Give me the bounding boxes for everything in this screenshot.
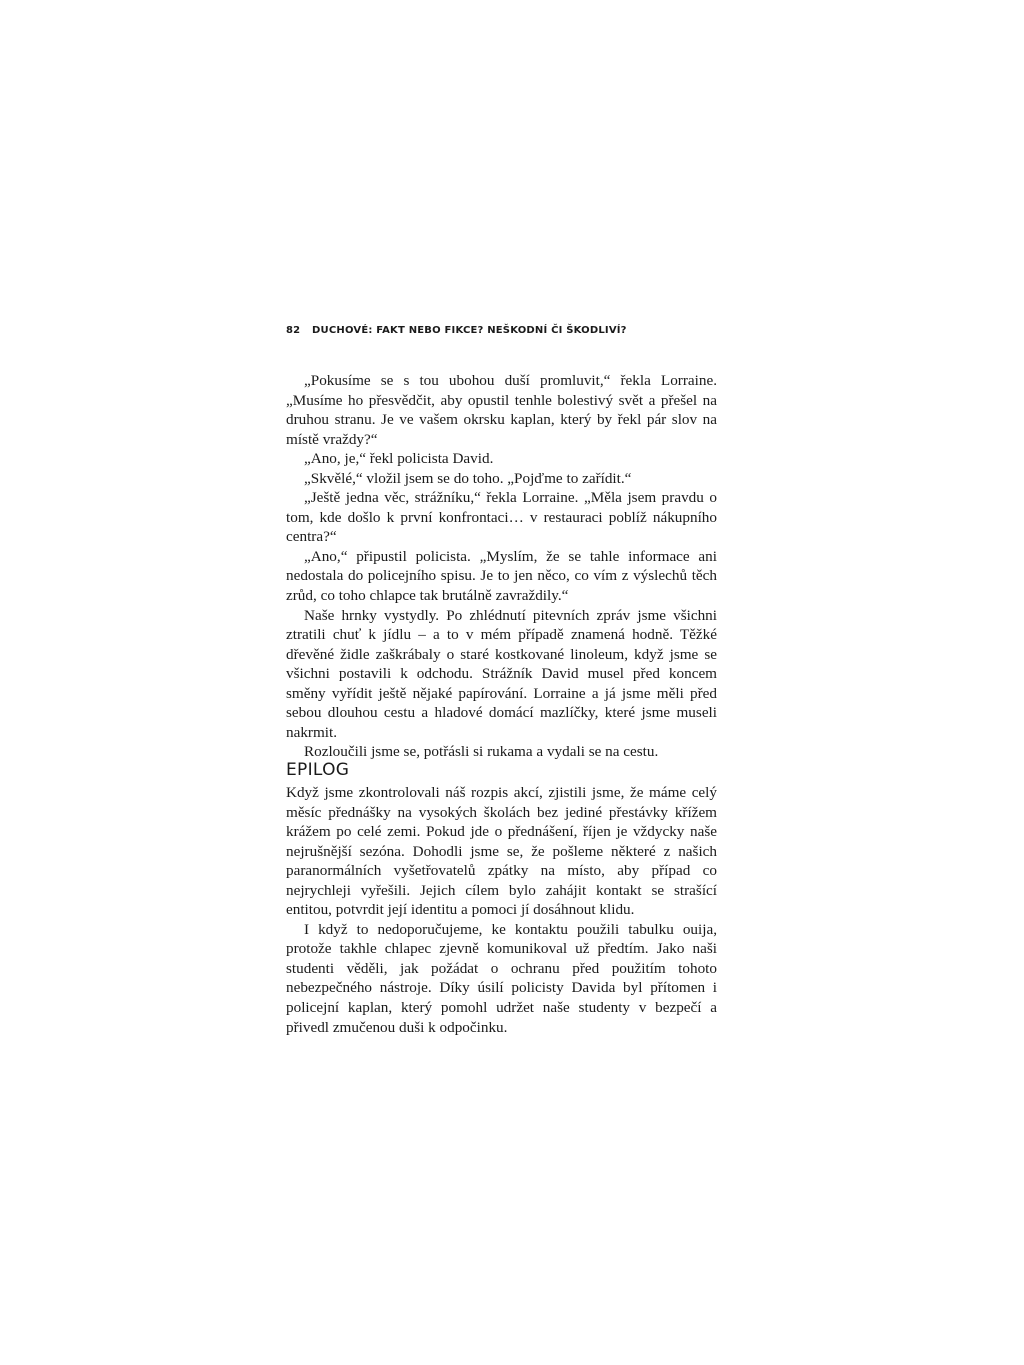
page-number: 82 (286, 325, 301, 336)
paragraph: „Skvělé,“ vložil jsem se do toho. „Pojďme to zařídit.“ (304, 469, 632, 487)
paragraph: Rozloučili jsme se, potřásli si rukama a vydali se na cestu. (304, 743, 659, 761)
paragraph: Naše hrnky vystydly. Po zhlédnutí pitevních zpráv jsme všichni ztratili chuť k jídlu – a to v mém případě znamená hodně. Těžké dřevěné židle zaškrábaly o staré kostkované linoleum, když jsme se všichni postavili k odchodu. Strážník David musel před koncem směny vyřídit ještě nějaké papírování. Lorraine a já jsme měli před sebou dlouhou cestu a hladové domácí mazlíčky, které jsme museli nakrmit. (286, 606, 717, 741)
running-title: DUCHOVÉ: FAKT NEBO FIKCE? NEŠKODNÍ ČI ŠKODLIVÍ? (312, 325, 627, 336)
paragraph: „Ještě jedna věc, strážníku,“ řekla Lorraine. „Měla jsem pravdu o tom, kde došlo k první konfrontaci… v restauraci poblíž nákupního centra?“ (286, 489, 717, 546)
paragraph: I když to nedoporučujeme, ke kontaktu použili tabulku ouija, protože takhle chlapec zjevně komunikoval už předtím. Jako naši studenti věděli, jak požádat o ochranu před použitím tohoto nebezpečného nástroje. Díky úsilí policisty Davida byl přítomen i policejní kaplan, který pomohl udržet naše studenty v bezpečí a přivedl zmučenou duši k odpočinku. (286, 920, 717, 1036)
chapter-text (286, 371, 717, 762)
paragraph: „Ano,“ připustil policista. „Myslím, že se tahle informace ani nedostala do policejního spisu. Je to jen něco, co vím z výslechů těch zrůd, co toho chlapce tak brutálně zavraždily.“ (286, 547, 717, 605)
paragraph: Když jsme zkontrolovali náš rozpis akcí, zjistili jsme, že máme celý měsíc přednášky na vysokých školách bez jediné přestávky křížem krážem po celé zemi. Pokud jde o přednášení, říjen je vždycky naše nejrušnější sezóna. Dohodli jsme se, že pošleme některé z našich paranormálních vyšetřovatelů zpátky na místo, aby případ co nejrychleji vyřešili. Jejich cílem bylo zahájit kontakt se strašící entitou, potvrdit její identitu a pomoci jí dosáhnout klidu. (286, 784, 717, 919)
paragraph: „Pokusíme se s tou ubohou duší promluvit,“ řekla Lorraine. „Musíme ho přesvědčit, aby opustil tenhle bolestivý svět a přešel na druhou stranu. Je ve vašem okrsku kaplan, který by řekl pár slov na místě vraždy?“ (286, 372, 717, 448)
running-header (286, 325, 726, 336)
epilog-text (286, 783, 717, 1037)
section-heading-epilog: EPILOG (286, 760, 350, 780)
paragraph: „Ano, je,“ řekl policista David. (304, 450, 494, 468)
